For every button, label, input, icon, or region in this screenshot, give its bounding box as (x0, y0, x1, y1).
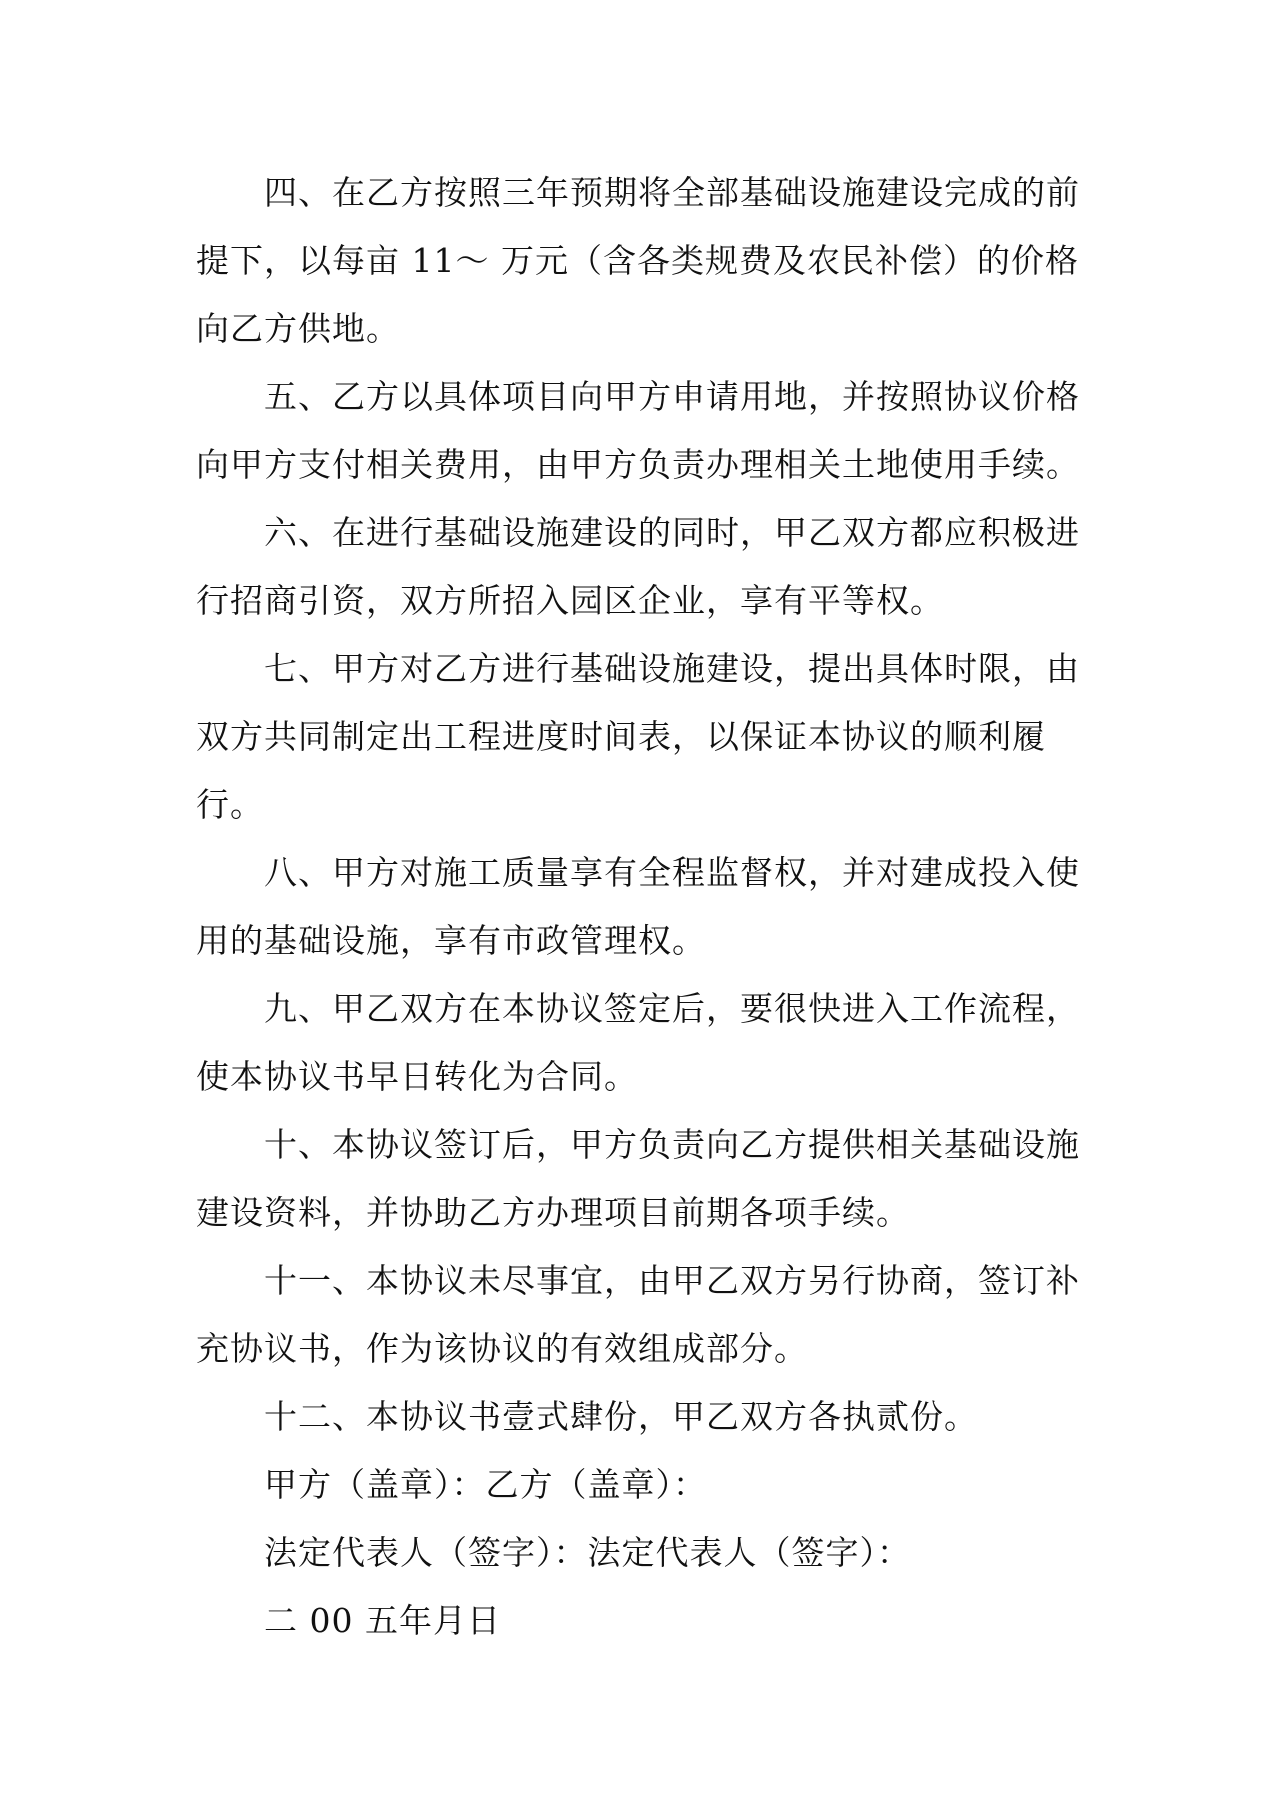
text-line: 建设资料，并协助乙方办理项目前期各项手续。 (196, 1193, 910, 1232)
text-line: 八、甲方对施工质量享有全程监督权，并对建成投入使 (264, 853, 1080, 892)
clause-paragraph-11 (196, 1247, 1088, 1383)
text-line: 行招商引资，双方所招入园区企业，享有平等权。 (196, 581, 944, 620)
signature-block (196, 1451, 1088, 1655)
text-line: 六、在进行基础设施建设的同时，甲乙双方都应积极进 (264, 513, 1080, 552)
text-line: 充协议书，作为该协议的有效组成部分。 (196, 1329, 808, 1368)
text-line: 九、甲乙双方在本协议签定后，要很快进入工作流程， (264, 989, 1080, 1028)
text-line: 双方共同制定出工程进度时间表，以保证本协议的顺利履 (196, 717, 1046, 756)
clause-paragraph-6 (196, 499, 1088, 635)
clause-paragraph-4 (196, 159, 1088, 363)
representative-line: 法定代表人（签字）：法定代表人（签字）： (264, 1533, 911, 1572)
clause-paragraph-12 (196, 1383, 1088, 1451)
clause-paragraph-8 (196, 839, 1088, 975)
date-line: 二 00 五年月日 (264, 1601, 501, 1640)
clause-paragraph-9 (196, 975, 1088, 1111)
seal-line: 甲方（盖章）：乙方（盖章）： (264, 1465, 707, 1504)
text-line: 十一、本协议未尽事宜，由甲乙双方另行协商，签订补 (264, 1261, 1080, 1300)
text-line: 四、在乙方按照三年预期将全部基础设施建设完成的前 (264, 173, 1080, 212)
text-line: 用的基础设施，享有市政管理权。 (196, 921, 706, 960)
text-line: 十、本协议签订后，甲方负责向乙方提供相关基础设施 (264, 1125, 1080, 1164)
clause-paragraph-10 (196, 1111, 1088, 1247)
clause-paragraph-5 (196, 363, 1088, 499)
text-line: 向甲方支付相关费用，由甲方负责办理相关土地使用手续。 (196, 445, 1080, 484)
clause-paragraph-7 (196, 635, 1088, 839)
text-line: 五、乙方以具体项目向甲方申请用地，并按照协议价格 (264, 377, 1080, 416)
text-line: 十二、本协议书壹式肆份，甲乙双方各执贰份。 (264, 1397, 978, 1436)
text-line: 七、甲方对乙方进行基础设施建设，提出具体时限，由 (264, 649, 1080, 688)
text-line: 提下，以每亩 11～ 万元（含各类规费及农民补偿）的价格 (196, 241, 1079, 280)
text-line: 向乙方供地。 (196, 309, 400, 348)
document-body (196, 159, 1088, 1655)
text-line: 使本协议书早日转化为合同。 (196, 1057, 638, 1096)
text-line: 行。 (196, 785, 264, 824)
